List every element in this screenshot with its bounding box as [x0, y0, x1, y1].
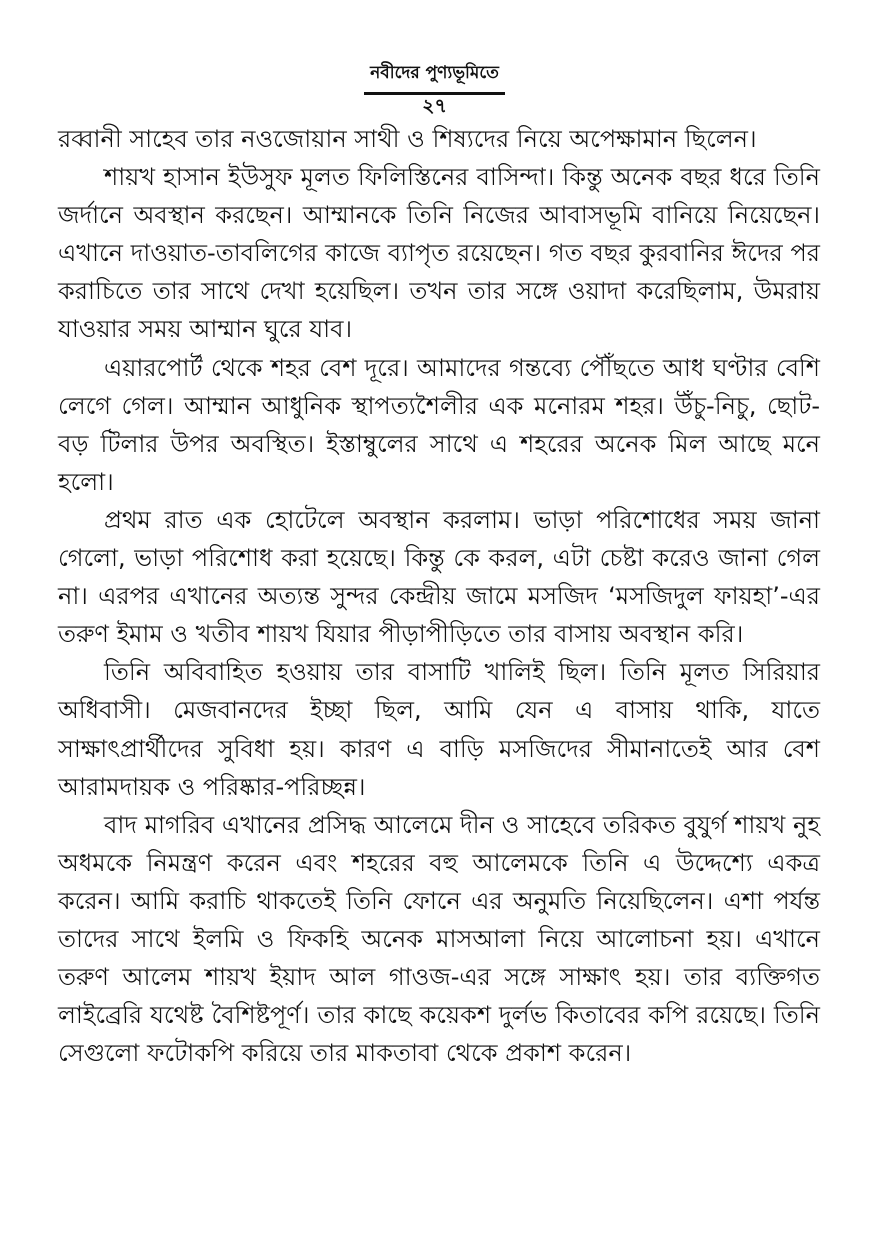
page-number: ২৭	[422, 95, 447, 117]
body-text	[58, 120, 820, 1072]
paragraph: তিনি অবিবাহিত হওয়ায় তার বাসাটি খালিই ছিল। তিনি মূলত সিরিয়ার অধিবাসী। মেজবানদের ইচ্ছা ছিল, আমি যেন এ বাসায় থাকি, যাতে সাক্ষাৎপ্রার্থীদের সুবিধা হয়। কারণ এ বাড়ি মসজিদের সীমানাতেই আর বেশ আরামদায়ক ও পরিষ্কার-পরিচ্ছন্ন।	[58, 658, 820, 801]
running-header	[0, 60, 869, 95]
paragraph: শায়খ হাসান ইউসুফ মূলত ফিলিস্তিনের বাসিন্দা। কিন্তু অনেক বছর ধরে তিনি জর্দানে অবস্থান করছেন। আম্মানকে তিনি নিজের আবাসভূমি বানিয়ে নিয়েছেন। এখানে দাওয়াত-তাবলিগের কাজে ব্যাপৃত রয়েছেন। গত বছর কুরবানির ঈদের পর করাচিতে তার সাথে দেখা হয়েছিল। তখন তার সঙ্গে ওয়াদা করেছিলাম, উমরায় যাওয়ার সময় আম্মান ঘুরে যাব।	[58, 163, 820, 344]
running-title: নবীদের পুণ্যভূমিতে	[364, 60, 505, 95]
paragraph: এয়ারপোর্ট থেকে শহর বেশ দূরে। আমাদের গন্তব্যে পৌঁছতে আধ ঘণ্টার বেশি লেগে গেল। আম্মান আধুনিক স্থাপত্যশৈলীর এক মনোরম শহর। উঁচু-নিচু, ছোট-বড় টিলার উপর অবস্থিত। ইস্তাম্বুলের সাথে এ শহরের অনেক মিল আছে মনে হলো।	[58, 353, 820, 496]
paragraph: বাদ মাগরিব এখানের প্রসিদ্ধ আলেমে দীন ও সাহেবে তরিকত বুযুর্গ শায়খ নুহ অধমকে নিমন্ত্রণ করেন এবং শহরের বহু আলেমকে তিনি এ উদ্দেশ্যে একত্র করেন। আমি করাচি থাকতেই তিনি ফোনে এর অনুমতি নিয়েছিলেন। এশা পর্যন্ত তাদের সাথে ইলমি ও ফিকহি অনেক মাসআলা নিয়ে আলোচনা হয়। এখানে তরুণ আলেম শায়খ ইয়াদ আল গাওজ-এর সঙ্গে সাক্ষাৎ হয়। তার ব্যক্তিগত লাইব্রেরি যথেষ্ট বৈশিষ্টপূর্ণ। তার কাছে কয়েকশ দুর্লভ কিতাবের কপি রয়েছে। তিনি সেগুলো ফটোকপি করিয়ে তার মাকতাবা থেকে প্রকাশ করেন।	[58, 810, 820, 1068]
paragraph: প্রথম রাত এক হোটেলে অবস্থান করলাম। ভাড়া পরিশোধের সময় জানা গেলো, ভাড়া পরিশোধ করা হয়েছে। কিন্তু কে করল, এটা চেষ্টা করেও জানা গেল না। এরপর এখানের অত্যন্ত সুন্দর কেন্দ্রীয় জামে মসজিদ ‘মসজিদুল ফায়হা’-এর তরুণ ইমাম ও খতীব শায়খ যিয়ার পীড়াপীড়িতে তার বাসায় অবস্থান করি।	[58, 505, 820, 649]
paragraph-continued: রব্বানী সাহেব তার নওজোয়ান সাথী ও শিষ্যদের নিয়ে অপেক্ষামান ছিলেন।	[58, 125, 757, 153]
